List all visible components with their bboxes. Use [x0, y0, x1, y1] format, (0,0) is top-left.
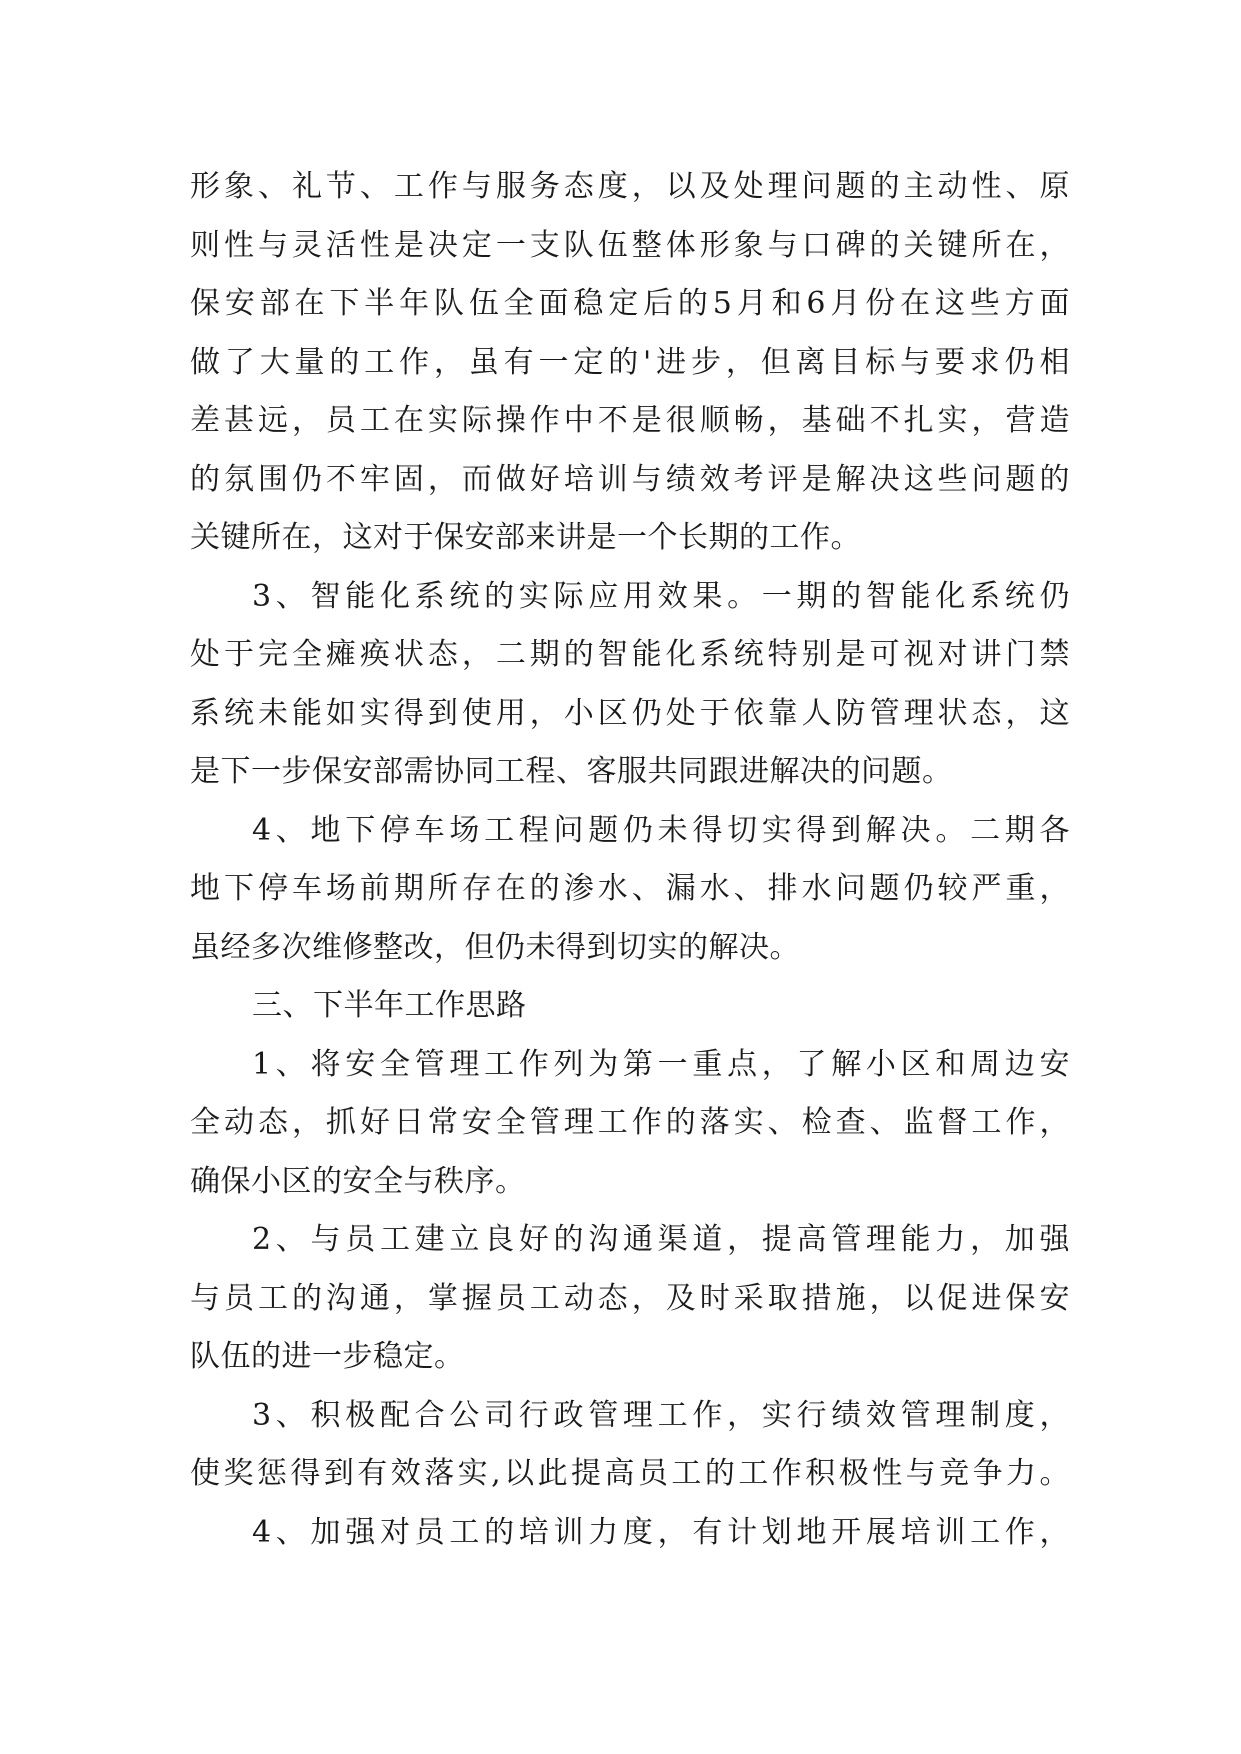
text-line: 全动态，抓好日常安全管理工作的落实、检查、监督工作， [190, 1105, 1070, 1140]
text-line: 差甚远，员工在实际操作中不是很顺畅，基础不扎实，营造 [190, 403, 1070, 438]
text-line: 与员工的沟通，掌握员工动态，及时采取措施，以促进保安 [190, 1280, 1070, 1316]
text-line: 3、积极配合公司行政管理工作，实行绩效管理制度， [252, 1397, 1070, 1433]
text-line: 4、地下停车场工程问题仍未得切实得到解决。二期各 [252, 812, 1070, 848]
text-line: 关键所在，这对于保安部来讲是一个长期的工作。 [190, 520, 861, 555]
text-line: 1、将安全管理工作列为第一重点，了解小区和周边安 [252, 1046, 1070, 1082]
text-line: 2、与员工建立良好的沟通渠道，提高管理能力，加强 [252, 1222, 1070, 1257]
text-line: 确保小区的安全与秩序。 [190, 1163, 526, 1199]
text-line: 的氛围仍不牢固，而做好培训与绩效考评是解决这些问题的 [190, 461, 1070, 497]
text-line: 则性与灵活性是决定一支队伍整体形象与口碑的关键所在， [190, 227, 1070, 263]
text-line: 虽经多次维修整改，但仍未得到切实的解决。 [190, 929, 800, 965]
text-line: 队伍的进一步稳定。 [190, 1339, 465, 1374]
text-line: 三、下半年工作思路 [252, 988, 527, 1023]
text-line: 系统未能如实得到使用，小区仍处于依靠人防管理状态，这 [190, 695, 1070, 731]
text-line: 4、加强对员工的培训力度，有计划地开展培训工作， [252, 1514, 1070, 1550]
text-line: 地下停车场前期所存在的渗水、漏水、排水问题仍较严重， [190, 871, 1070, 906]
text-line: 是下一步保安部需协同工程、客服共同跟进解决的问题。 [190, 754, 953, 789]
text-line: 3、智能化系统的实际应用效果。一期的智能化系统仍 [252, 578, 1070, 614]
text-line: 处于完全瘫痪状态，二期的智能化系统特别是可视对讲门禁 [190, 637, 1070, 672]
text-line: 形象、礼节、工作与服务态度，以及处理问题的主动性、原 [190, 169, 1070, 204]
text-line: 保安部在下半年队伍全面稳定后的5月和6月份在这些方面 [190, 286, 1070, 321]
text-line: 做了大量的工作，虽有一定的'进步，但离目标与要求仍相 [190, 344, 1070, 380]
text-line: 使奖惩得到有效落实,以此提高员工的工作积极性与竞争力。 [190, 1456, 1070, 1491]
document-body [190, 158, 1070, 1562]
